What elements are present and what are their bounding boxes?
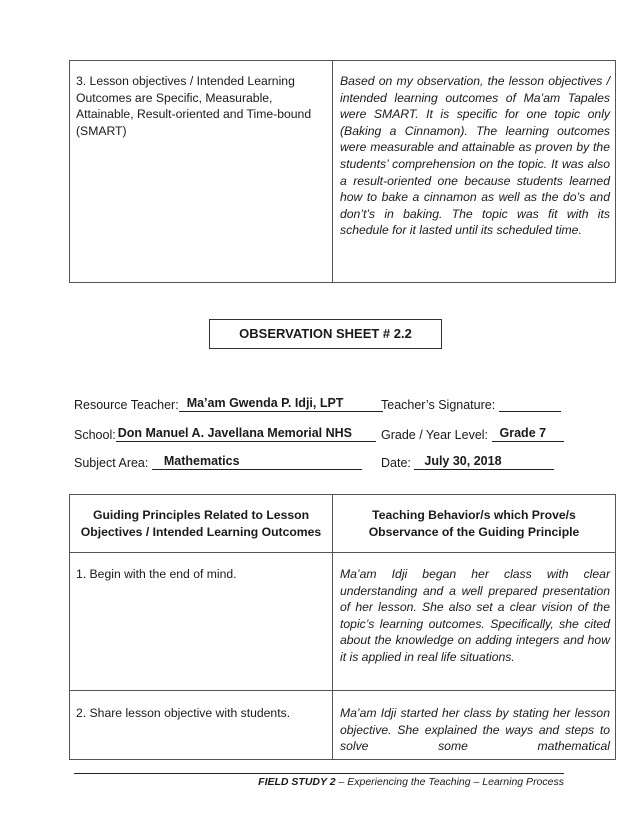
date-line — [381, 454, 554, 470]
signature-field — [499, 396, 561, 412]
behavior-cell: Ma’am Idji started her class by stating her lesson objective. She explained the ways and steps to solve some mathematical — [333, 691, 616, 760]
observation-sheet-title: OBSERVATION SHEET # 2.2 — [209, 319, 442, 349]
principle-cell: 2. Share lesson objective with students. — [70, 691, 333, 760]
table-row — [70, 553, 616, 691]
smart-criteria-table — [69, 60, 616, 283]
footer-subtitle: – Experiencing the Teaching – Learning Process — [335, 776, 564, 788]
school-value: Don Manuel A. Javellana Memorial NHS — [116, 426, 376, 442]
footer-rule — [74, 773, 564, 774]
date-value: July 30, 2018 — [414, 454, 554, 470]
observation-cell — [333, 61, 616, 283]
resource-teacher-label: Resource Teacher: — [74, 398, 179, 412]
school-line — [74, 426, 376, 442]
date-label: Date: — [381, 456, 411, 470]
header-behaviors: Teaching Behavior/s which Prove/s Observance of the Guiding Principle — [333, 495, 616, 553]
guiding-principles-table — [69, 494, 616, 760]
page-footer — [258, 776, 564, 788]
behavior-cell: Ma’am Idji began her class with clear understanding and a well prepared presentation of her lesson. She also set a clear vision of the topic’s learning outcomes. Specifically, she cited about the knowledge on adding integers and how it is applied in real life situations. — [333, 553, 616, 691]
criterion-cell — [70, 61, 333, 283]
resource-teacher-line — [74, 396, 383, 412]
table-header-row — [70, 495, 616, 553]
grade-line — [381, 426, 564, 442]
subject-line — [74, 454, 362, 470]
principle-cell: 1. Begin with the end of mind. — [70, 553, 333, 691]
table-row — [70, 691, 616, 760]
signature-label: Teacher’s Signature: — [381, 398, 496, 412]
observation-text: Based on my observation, the lesson objectives / intended learning outcomes of Ma’am Tapales were SMART. It is specific for one topic only (Baking a Cinnamon). The learning outcomes were measurable and attainable as proven by the students’ comprehension on the topic. It was also a result-oriented one because students learned how to bake a cinnamon as well as the do’s and don’t’s in baking. The topic was fit with its schedule for it lasted until its scheduled time. — [340, 74, 610, 238]
grade-label: Grade / Year Level: — [381, 428, 489, 442]
resource-teacher-value: Ma’am Gwenda P. Idji, LPT — [179, 396, 383, 412]
signature-line — [381, 396, 561, 412]
school-label: School: — [74, 428, 116, 442]
header-principles: Guiding Principles Related to Lesson Objectives / Intended Learning Outcomes — [70, 495, 333, 553]
subject-label: Subject Area: — [74, 456, 149, 470]
grade-value: Grade 7 — [492, 426, 564, 442]
subject-value: Mathematics — [152, 454, 362, 470]
footer-course: FIELD STUDY 2 — [258, 776, 336, 788]
criterion-text: 3. Lesson objectives / Intended Learning Outcomes are Specific, Measurable, Attainable, Result-oriented and Time-bound (SMART) — [76, 74, 312, 138]
